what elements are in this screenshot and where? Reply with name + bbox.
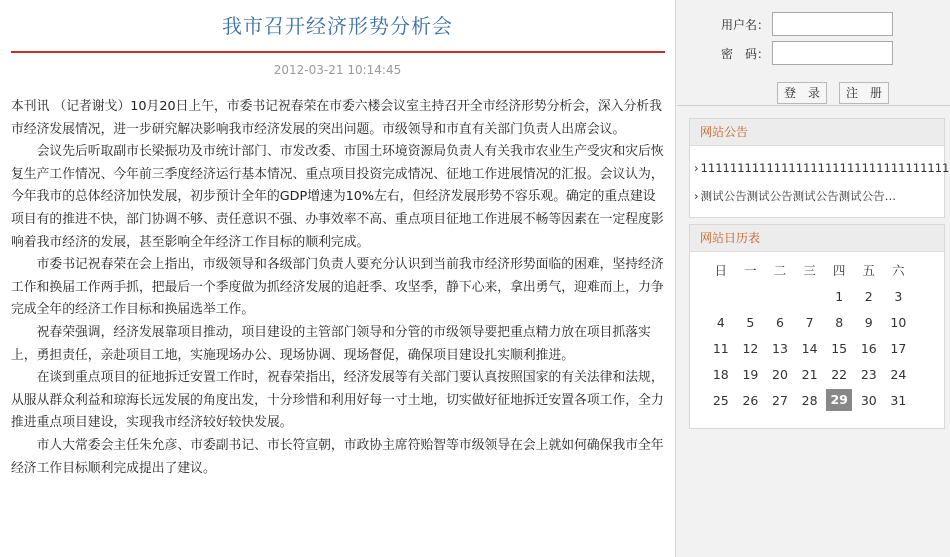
calendar-week-row — [706, 309, 913, 335]
calendar-day[interactable]: 28 — [801, 392, 818, 408]
calendar-day[interactable]: 10 — [890, 314, 907, 330]
weekday-label: 三 — [803, 263, 816, 278]
weekday-label: 四 — [832, 263, 846, 278]
notice-bullet-icon: › — [694, 161, 699, 175]
calendar-day-today[interactable] — [824, 387, 854, 413]
calendar-week-row — [706, 335, 913, 361]
article-paragraph: 本刊讯 （记者谢戈）10月20日上午，市委书记祝春荣在市委六楼会议室主持召开全市经济形势分析会，深入分析我市经济发展情况，进一步研究解决影响我市经济发展的突出问题。市级领导和市直有关部门负责人出席会议。 — [11, 99, 662, 137]
calendar-week-row — [706, 283, 913, 309]
calendar-day[interactable]: 14 — [801, 340, 818, 356]
calendar-day[interactable]: 21 — [801, 366, 818, 382]
article-datetime: 2012-03-21 10:14:45 — [273, 63, 402, 77]
notice-box — [689, 118, 950, 218]
calendar-day[interactable]: 2 — [864, 288, 873, 304]
notice-item[interactable] — [694, 188, 918, 204]
article-body — [11, 96, 668, 480]
calendar-weekday-row — [706, 257, 913, 283]
title-divider — [11, 51, 665, 53]
calendar-day[interactable]: 3 — [894, 288, 903, 304]
calendar-day[interactable]: 11 — [712, 340, 729, 356]
article-paragraph: 市委书记祝春荣在会上指出，市级领导和各级部门负责人要充分认识到当前我市经济形势面临的困难，坚持经济工作和换届工作两手抓，把最后一个季度做为抓经济发展的追赶季、攻坚季，静下心来，拿出勇气，迎难而上，力争完成全年的经济工作目标和换届选举工作。 — [11, 257, 664, 318]
weekday-label: 一 — [744, 263, 757, 278]
password-input[interactable] — [772, 41, 893, 65]
article-paragraph: 在谈到重点项目的征地拆迁安置工作时，祝春荣指出，经济发展等有关部门要认真按照国家的有关法律和法规，从服从群众利益和琼海长远发展的角度出发，十分珍惜和利用好每一寸土地，切实做好征地拆迁安置各项工作，全力推进重点项目建设，实现我市经济较好较快发展。 — [11, 370, 664, 431]
calendar-day[interactable]: 6 — [776, 314, 784, 330]
password-row — [677, 41, 950, 65]
calendar-day[interactable]: 30 — [860, 392, 877, 408]
weekday-label: 五 — [862, 263, 876, 278]
login-panel — [677, 0, 950, 106]
weekday-label: 二 — [773, 263, 787, 278]
notice-item-text: 1111111111111111111111111111111111 — [700, 161, 950, 175]
notice-box-title: 网站公告 — [690, 119, 944, 146]
calendar-day[interactable]: 23 — [860, 366, 877, 382]
notice-bullet-icon: › — [694, 189, 699, 203]
calendar-day[interactable]: 17 — [890, 340, 907, 356]
article-paragraph: 会议先后听取副市长梁振功及市统计部门、市发改委、市国土环境资源局负责人有关我市农业生产受灾和灾后恢复生产工作情况、今年前三季度经济运行基本情况、重点项目投资完成情况、征地工作进展情况的汇报。会议认为，今年我市的总体经济加快发展，初步预计全年的GDP增速为10%左右，但经济发展形势不容乐观。确定的重点建设项目有的推进不快，部门协调不够、责任意识不强、办事效率不高、重点项目征地工作进展不畅等因素在一定程度影响着我市经济的发展，甚至影响全年经济工作目标的顺利完成。 — [11, 144, 664, 250]
calendar-day[interactable]: 18 — [712, 366, 729, 382]
calendar-day[interactable]: 19 — [742, 366, 759, 382]
calendar-day[interactable]: 26 — [742, 392, 759, 408]
calendar-day — [765, 283, 795, 309]
login-button[interactable]: 登 录 — [777, 82, 827, 104]
calendar-day[interactable]: 24 — [890, 366, 907, 382]
notice-item[interactable] — [694, 161, 950, 175]
register-button[interactable]: 注 册 — [839, 82, 889, 104]
article-paragraph: 市人大常委会主任朱允彦、市委副书记、市长符宣朝，市政协主席符贻智等市级领导在会上就如何确保我市全年经济工作目标顺利完成提出了建议。 — [11, 437, 664, 476]
password-label: 密 码： — [721, 47, 770, 61]
calendar-day[interactable]: 4 — [716, 314, 725, 330]
calendar-day — [706, 283, 736, 309]
weekday-label: 六 — [892, 263, 905, 278]
calendar-day — [795, 283, 825, 309]
calendar-week-row — [706, 387, 913, 413]
calendar-box-title: 网站日历表 — [690, 225, 944, 252]
calendar-day[interactable]: 15 — [831, 340, 848, 356]
article-paragraph: 祝春荣强调，经济发展靠项目推动，项目建设的主管部门领导和分管的市级领导要把重点精力放在项目抓落实上，勇担责任，亲赴项目工地，实施现场办公、现场协调、现场督促，确保项目建设扎实顺利推进。 — [11, 324, 651, 363]
calendar-day[interactable]: 9 — [864, 314, 873, 330]
calendar-day[interactable]: 8 — [835, 314, 844, 330]
calendar-day[interactable]: 12 — [742, 340, 759, 356]
calendar-day[interactable]: 13 — [772, 340, 788, 356]
calendar-day[interactable]: 5 — [746, 314, 755, 330]
calendar-day[interactable]: 16 — [860, 340, 877, 356]
calendar-day[interactable]: 20 — [772, 366, 788, 382]
weekday-label: 日 — [714, 263, 728, 278]
calendar-week-row — [706, 361, 913, 387]
username-label: 用户名： — [721, 18, 770, 32]
calendar-day[interactable]: 1 — [835, 288, 844, 304]
calendar-day[interactable]: 31 — [890, 392, 907, 408]
calendar-day — [736, 283, 766, 309]
calendar-day[interactable]: 27 — [772, 392, 788, 408]
calendar-day[interactable]: 7 — [805, 314, 814, 330]
today-marker: 29 — [826, 389, 852, 411]
calendar-day[interactable]: 25 — [712, 392, 729, 408]
calendar-table — [706, 257, 913, 413]
username-input[interactable] — [772, 12, 893, 36]
username-row — [677, 12, 950, 36]
notice-item-text: 测试公告测试公告测试公告测试公告… — [700, 189, 897, 203]
calendar-box — [689, 224, 945, 429]
article-title: 我市召开经济形势分析会 — [222, 14, 453, 38]
calendar-day[interactable]: 22 — [831, 366, 848, 382]
